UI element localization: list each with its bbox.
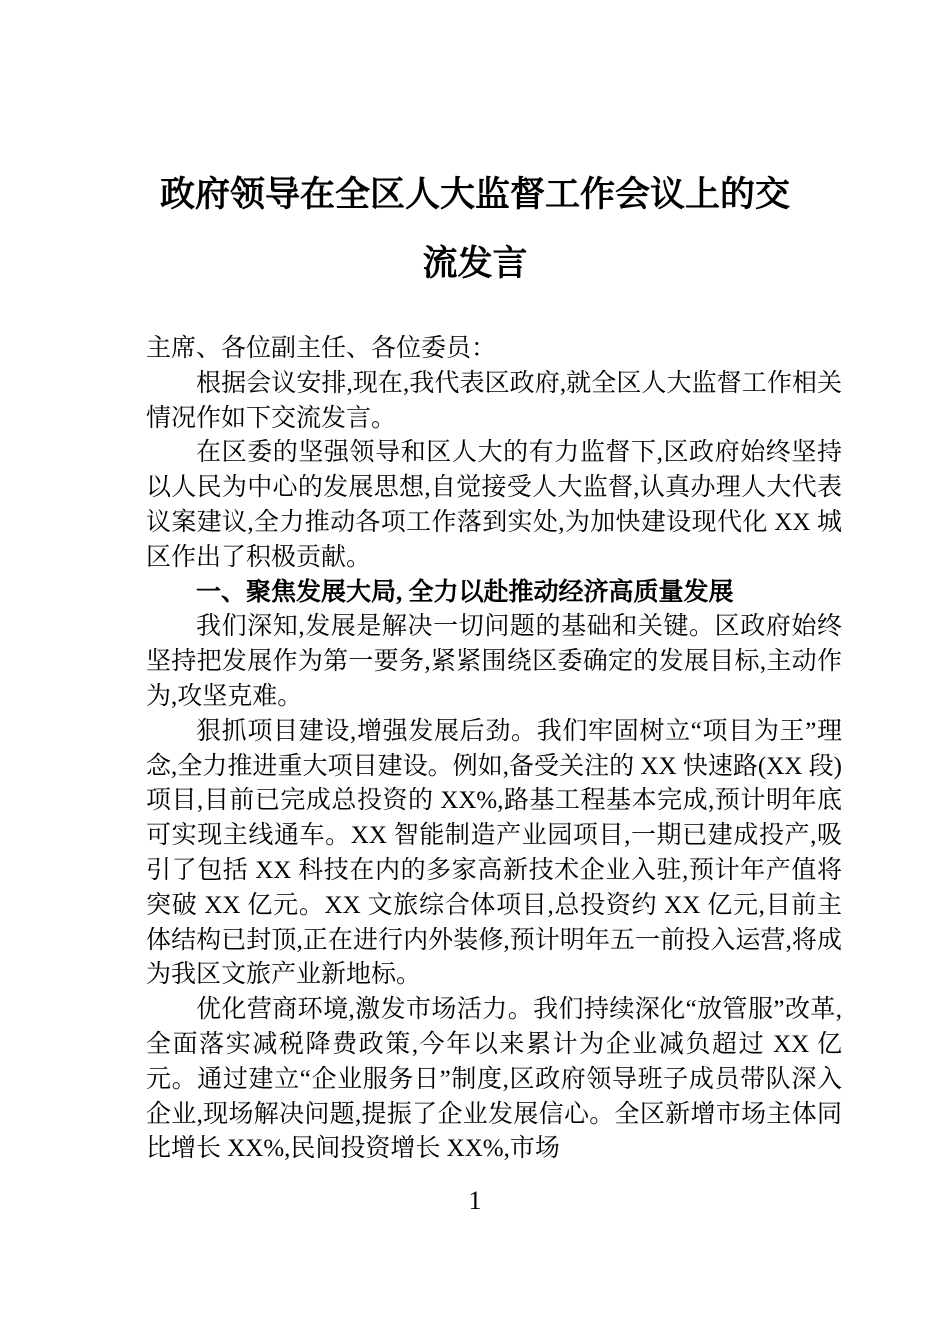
salutation-line: 主席、各位副主任、各位委员： — [146, 335, 497, 362]
page-number: 1 — [468, 1186, 482, 1215]
paragraph-overview: 在区委的坚强领导和区人大的有力监督下,区政府始终坚持以人民为中心的发展思想,自觉接受人大监督,认真办理人大代表议案建议,全力推动各项工作落到实处,为加快建设现代化 XX 城区作出了积极贡献。 — [146, 439, 842, 571]
paragraph-business-environment: 优化营商环境,激发市场活力。我们持续深化“放管服”改革,全面落实减税降费政策,今年以来累计为企业减负超过 XX 亿元。通过建立“企业服务日”制度,区政府领导班子成员带队深入企业,现场解决问题,提振了企业发展信心。全区新增市场主体同比增长 XX%,民间投资增长 XX%,市场 — [146, 996, 842, 1163]
document-body — [146, 332, 842, 1167]
paragraph-projects: 狠抓项目建设,增强发展后劲。我们牢固树立“项目为王”理念,全力推进重大项目建设。例如,备受关注的 XX 快速路(XX 段)项目,目前已完成总投资的 XX%,路基工程基本完成,预计明年底可实现主线通车。XX 智能制造产业园项目,一期已建成投产,吸引了包括 XX 科技在内的多家高新技术企业入驻,预计年产值将突破 XX 亿元。XX 文旅综合体项目,总投资约 XX 亿元,目前主体结构已封顶,正在进行内外装修,预计明年五一前投入运营,将成为我区文旅产业新地标。 — [146, 717, 842, 989]
paragraph-development: 我们深知,发展是解决一切问题的基础和关键。区政府始终坚持把发展作为第一要务,紧紧围绕区委确定的发展目标,主动作为,攻坚克难。 — [146, 613, 842, 710]
document-title: 政府领导在全区人大监督工作会议上的交流发言 — [159, 175, 790, 283]
section-heading-1: 一、聚焦发展大局, 全力以赴推动经济高质量发展 — [196, 578, 734, 606]
paragraph-opening: 根据会议安排,现在,我代表区政府,就全区人大监督工作相关情况作如下交流发言。 — [146, 369, 842, 432]
